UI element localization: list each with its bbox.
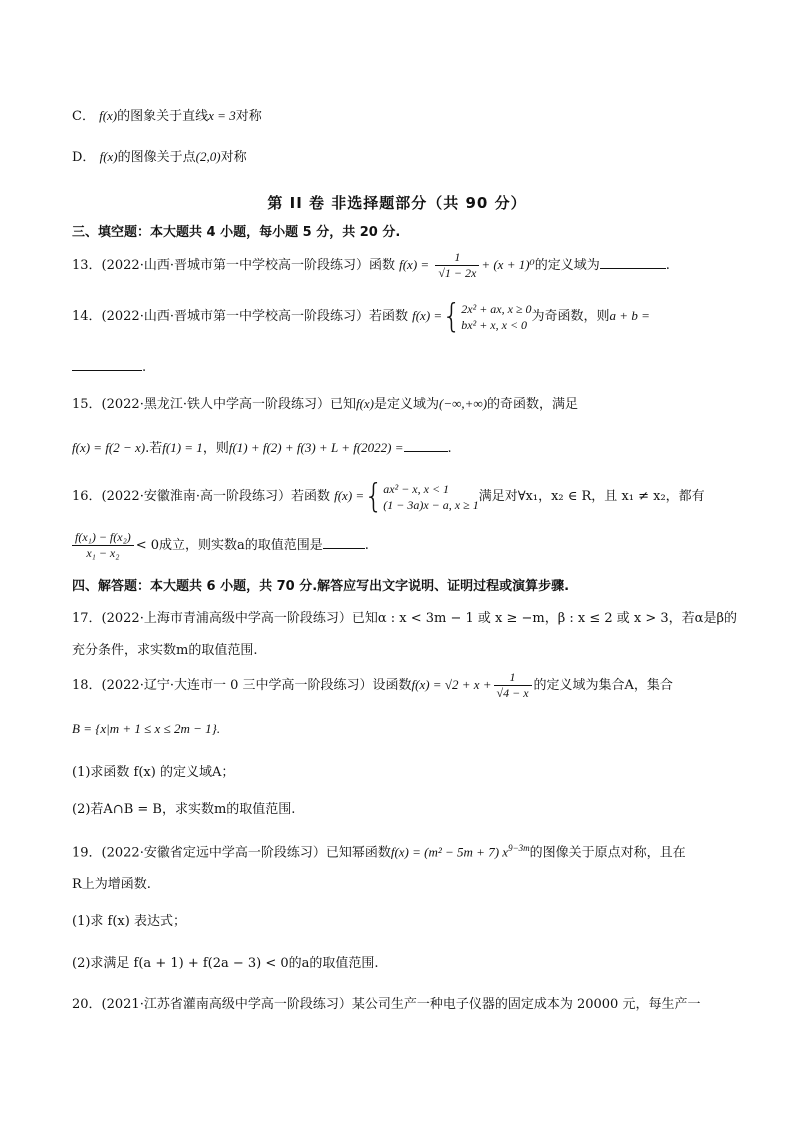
q14-ask: a + b = [609, 308, 650, 323]
option-c [72, 107, 262, 126]
q14-prefix: 14．(2022·山西·晋城市第一中学校高一阶段练习）若函数 [72, 309, 408, 324]
q14-brace: { [442, 296, 462, 336]
question-18-sub2: (2)若A∩B = B，求实数m的取值范围. [72, 802, 296, 817]
question-19-line1 [72, 838, 686, 863]
question-16-line1 [72, 478, 705, 515]
question-17-line2: 充分条件，求实数m的取值范围. [72, 643, 258, 658]
q14-cases [461, 301, 531, 333]
q15-answer-blank[interactable] [404, 437, 448, 452]
q16-cases [383, 481, 478, 513]
q15-mid2: .若 [145, 441, 163, 456]
q18-tail: 的定义域为集合A，集合 [533, 678, 673, 693]
q13-tail: 的定义域为 [534, 258, 600, 273]
q16-case2: (1 − 3a)x − a, x ≥ 1 [383, 497, 479, 512]
q19-prefix: 19．(2022·安徽省定远中学高一阶段练习）已知幂函数 [72, 845, 391, 861]
q15-end: . [447, 441, 452, 456]
option-d-math: (2,0) [195, 149, 221, 164]
question-18-line1 [72, 668, 673, 703]
q15-domain: (−∞,+∞) [439, 396, 488, 411]
q13-rest: + (x + 1)⁰ [481, 257, 535, 272]
option-c-math: x = 3 [208, 108, 236, 123]
question-13 [72, 250, 670, 281]
question-19-line2: R上为增函数. [72, 877, 151, 892]
question-20-line1: 20．(2021·江苏省灌南高级中学高一阶段练习）某公司生产一种电子仪器的固定成本为 20000 元，每生产一 [72, 997, 701, 1012]
q13-end: . [665, 258, 670, 273]
q16-lhs: f(x) = [334, 488, 365, 503]
question-16-line2 [72, 530, 369, 562]
option-d-func: f(x) [99, 149, 118, 164]
option-c-text: 的图象关于直线 [117, 109, 209, 124]
q15-tail: 的奇函数，满足 [487, 397, 579, 412]
q14-case2: bx² + x, x < 0 [461, 317, 528, 332]
q14-mid: 为奇函数，则 [531, 309, 610, 324]
q16-prefix: 16．(2022·安徽淮南·高一阶段练习）若函数 [72, 489, 330, 504]
q16-answer-blank[interactable] [323, 534, 365, 549]
q15-cond: f(1) = 1 [162, 440, 203, 455]
q16-case1: ax² − x, x < 1 [383, 481, 450, 496]
q18-fraction [494, 670, 532, 701]
question-15-line1 [72, 395, 578, 414]
q16-brace: { [364, 476, 384, 516]
q13-frac-den: √1 − 2x [438, 266, 477, 280]
q16-fraction [72, 530, 134, 561]
option-c-tail: 对称 [235, 109, 262, 124]
q13-frac-num: 1 [435, 250, 479, 266]
q16-end: . [364, 538, 369, 553]
question-19-sub1: (1)求 f(x) 表达式； [72, 914, 186, 929]
option-d-tail: 对称 [220, 150, 247, 165]
q18-lhs: f(x) = √2 + x + [411, 677, 492, 692]
q18-frac-den: √4 − x [496, 686, 529, 700]
option-c-label: C． [72, 109, 95, 124]
q16-line2-tail: < 0成立，则实数a的取值范围是 [135, 538, 323, 553]
q14-case1: 2x² + ax, x ≥ 0 [461, 301, 532, 316]
q18-frac-num: 1 [494, 670, 532, 686]
q19-tail: 的图像关于原点对称，且在 [529, 845, 686, 861]
question-18-line2: B = {x|m + 1 ≤ x ≤ 2m − 1}. [72, 721, 221, 736]
q19-exponent: 9−3m [508, 843, 530, 853]
q13-lhs: f(x) = [399, 257, 430, 272]
q16-frac-den: x₁ − x₂ [86, 546, 120, 560]
q16-mid: 满足对∀x₁，x₂ ∈ R，且 x₁ ≠ x₂，都有 [478, 489, 705, 504]
q14-lhs: f(x) = [412, 308, 443, 323]
q15-mid: 是定义域为 [374, 397, 440, 412]
question-14 [72, 298, 650, 335]
q15-eq: f(x) = f(2 − x) [72, 440, 146, 455]
question-15-line2 [72, 437, 452, 458]
option-c-func: f(x) [99, 108, 118, 123]
option-d-label: D． [72, 150, 96, 165]
q18-prefix: 18．(2022·辽宁·大连市一 0 三中学高一阶段练习）设函数 [72, 678, 412, 693]
q14-end: . [142, 360, 147, 375]
question-18-sub1: (1)求函数 f(x) 的定义域A； [72, 765, 235, 780]
part4-heading: 四、解答题：本大题共 6 小题，共 70 分.解答应写出文字说明、证明过程或演算步骤. [72, 579, 570, 594]
section-title: 第 II 卷 非选择题部分（共 90 分） [267, 194, 527, 212]
q13-prefix: 13．(2022·山西·晋城市第一中学校高一阶段练习）函数 [72, 258, 395, 273]
question-17-line1: 17．(2022·上海市青浦高级中学高一阶段练习）已知α : x < 3m − 1 或 x ≥ −m，β : x ≤ 2 或 x > 3，若α是β的 [72, 611, 737, 626]
option-d-text: 的图像关于点 [117, 150, 196, 165]
q14-answer-blank[interactable] [72, 356, 142, 371]
q15-prefix: 15．(2022·黑龙江·铁人中学高一阶段练习）已知 [72, 397, 356, 412]
part3-heading: 三、填空题：本大题共 4 小题，每小题 5 分，共 20 分. [72, 225, 401, 240]
question-19-sub2: (2)求满足 f(a + 1) + f(2a − 3) < 0的a的取值范围. [72, 956, 379, 971]
q15-sum: f(1) + f(2) + f(3) + L + f(2022) = [228, 440, 404, 455]
q15-func: f(x) [355, 396, 375, 411]
q13-fraction [435, 250, 479, 281]
q14-answer-line [72, 356, 146, 377]
q19-formula: f(x) = (m² − 5m + 7) x [390, 844, 509, 860]
q15-then: ，则 [202, 441, 229, 456]
q13-answer-blank[interactable] [600, 254, 666, 269]
q16-frac-num: f(x₁) − f(x₂) [72, 530, 134, 546]
option-d [72, 148, 247, 167]
